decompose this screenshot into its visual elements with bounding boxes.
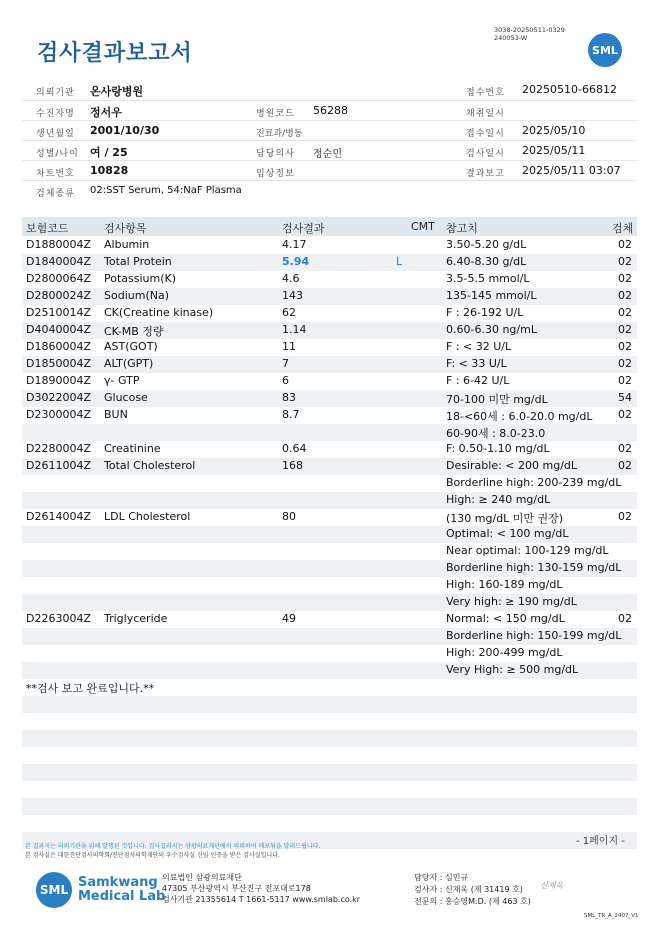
cell-reference: 60-90세 : 8.0-23.0	[446, 427, 546, 440]
value-receipt-no: 20250510-66812	[522, 83, 617, 96]
cell-result: 4.17	[282, 238, 307, 251]
label-report-time: 결과보고	[466, 169, 505, 179]
label-clinical-info: 임상정보	[256, 169, 295, 179]
cell-insurance-code: D3022004Z	[26, 391, 91, 404]
label-department: 진료과/병동	[256, 129, 303, 139]
label-patient-name: 수진자명	[36, 109, 75, 119]
cell-insurance-code: D2800024Z	[26, 289, 91, 302]
table-row	[22, 679, 637, 696]
cell-insurance-code: D1840004Z	[26, 255, 91, 268]
page-number: - 1페이지 -	[576, 836, 625, 847]
table-row	[22, 305, 637, 322]
value-patient-name: 정서우	[90, 106, 122, 119]
cell-test-item: ALT(GPT)	[104, 357, 154, 370]
label-chart-no: 차트번호	[36, 169, 75, 179]
brand-name	[78, 876, 165, 904]
results-table-header	[22, 217, 637, 236]
cell-insurance-code: D2300004Z	[26, 408, 91, 421]
cell-test-item: CK-MB 정량	[104, 325, 164, 338]
cell-reference: F : 26-192 U/L	[446, 306, 524, 319]
cell-reference: 70-100 미만 mg/dL	[446, 393, 548, 406]
footer-note: 본 결과지는 의뢰기관을 위해 발행된 것입니다. 검사결과지는 삼광의료재단에서 의뢰하여 배포됨을 알려드립니다.	[25, 843, 321, 850]
cell-specimen: 02	[618, 510, 632, 523]
cell-specimen: 02	[618, 255, 632, 268]
cell-test-item: Potassium(K)	[104, 272, 177, 285]
doc-id-line: 240053-W	[494, 34, 528, 42]
table-row	[22, 781, 637, 798]
value-receipt-date: 2025/05/10	[522, 124, 586, 137]
table-row	[22, 492, 637, 509]
page-title: 검사결과보고서	[37, 41, 193, 66]
table-row	[22, 560, 637, 577]
cell-reference: High: 160-189 mg/dL	[446, 578, 563, 591]
cell-specimen: 02	[618, 357, 632, 370]
label-receipt-no: 접수번호	[466, 88, 505, 98]
cell-test-item: Total Protein	[104, 255, 172, 268]
address-block	[162, 872, 360, 905]
value-chart-no: 10828	[90, 164, 129, 177]
address-line: 의료법인 삼광의료재단	[162, 873, 242, 882]
cell-reference: Borderline high: 150-199 mg/dL	[446, 629, 622, 642]
table-row	[22, 730, 637, 747]
footer-note: 본 검사실은 대한진단검사의학회/진단검사의학재단의 우수검사실 신임 인증을 받은 검사실입니다.	[25, 852, 280, 859]
info-row	[22, 100, 637, 121]
cell-result: 5.94	[282, 255, 310, 268]
brand-line: Medical Lab	[78, 889, 166, 904]
signer-line: 검사자 : 신재욱 (제 31419 호)	[414, 885, 523, 894]
cell-specimen: 02	[618, 340, 632, 353]
table-row	[22, 288, 637, 305]
cell-result: 83	[282, 391, 296, 404]
table-row	[22, 424, 637, 441]
cell-result: 62	[282, 306, 296, 319]
value-sex-age: 여 / 25	[90, 146, 128, 159]
cell-reference: F: < 33 U/L	[446, 357, 507, 370]
table-row	[22, 271, 637, 288]
cell-reference: Very High: ≥ 500 mg/dL	[446, 663, 579, 676]
label-test-date: 검사일시	[466, 149, 505, 159]
cell-reference: 3.50-5.20 g/dL	[446, 238, 527, 251]
table-row	[22, 526, 637, 543]
info-row	[22, 140, 637, 161]
sml-logo	[588, 33, 622, 67]
brand-line: Samkwang	[78, 875, 158, 890]
table-row	[22, 458, 637, 475]
label-sex-age: 성별/나이	[36, 149, 79, 159]
cell-insurance-code: D2611004Z	[26, 459, 91, 472]
cell-reference: Near optimal: 100-129 mg/dL	[446, 544, 609, 557]
cell-specimen: 54	[618, 391, 632, 404]
cell-reference: Desirable: < 200 mg/dL	[446, 459, 578, 472]
cell-insurance-code: D2280004Z	[26, 442, 91, 455]
table-row	[22, 356, 637, 373]
table-row	[22, 237, 637, 254]
table-row	[22, 747, 637, 764]
table-row	[22, 441, 637, 458]
cell-test-item: Total Cholesterol	[104, 459, 196, 472]
value-report-time: 2025/05/11 03:07	[522, 164, 621, 177]
table-row	[22, 509, 637, 526]
info-row	[22, 120, 637, 141]
cell-test-item: Glucose	[104, 391, 148, 404]
label-birth-date: 생년월일	[36, 129, 75, 139]
signature: 신재욱	[540, 881, 564, 890]
table-row	[22, 611, 637, 628]
cell-specimen: 02	[618, 442, 632, 455]
doc-id-line: 3038-20250511-0329	[494, 26, 565, 34]
cell-specimen: 02	[618, 306, 632, 319]
cell-insurance-code: **검사 보고 완료입니다.**	[26, 682, 155, 695]
table-row	[22, 594, 637, 611]
table-row	[22, 662, 637, 679]
table-row	[22, 577, 637, 594]
cell-specimen: 02	[618, 238, 632, 251]
value-physician: 정순민	[313, 149, 342, 160]
form-version: SML_TR_A_2407_V1	[584, 913, 639, 919]
cell-insurance-code: D1850004Z	[26, 357, 91, 370]
value-birth-date: 2001/10/30	[90, 124, 160, 137]
cell-insurance-code: D1860004Z	[26, 340, 91, 353]
cell-reference: 135-145 mmol/L	[446, 289, 537, 302]
cell-reference: F : 6-42 U/L	[446, 374, 510, 387]
info-row	[22, 80, 637, 100]
col-specimen: 검체	[612, 222, 634, 235]
cell-reference: Optimal: < 100 mg/dL	[446, 527, 569, 540]
cell-result: 6	[282, 374, 289, 387]
label-receipt-date: 접수일시	[466, 129, 505, 139]
value-test-date: 2025/05/11	[522, 144, 586, 157]
cell-specimen: 02	[618, 374, 632, 387]
table-row	[22, 407, 637, 424]
table-row	[22, 254, 637, 271]
cell-reference: Borderline high: 130-159 mg/dL	[446, 561, 622, 574]
cell-reference: Normal: < 150 mg/dL	[446, 612, 565, 625]
cell-result: 143	[282, 289, 303, 302]
logo-text: SML	[39, 883, 69, 897]
cell-test-item: BUN	[104, 408, 128, 421]
cell-test-item: Sodium(Na)	[104, 289, 169, 302]
cell-result: 4.6	[282, 272, 300, 285]
cell-insurance-code: D2614004Z	[26, 510, 91, 523]
cell-reference: Borderline high: 200-239 mg/dL	[446, 476, 622, 489]
cell-test-item: LDL Cholesterol	[104, 510, 191, 523]
col-insurance-code: 보험코드	[26, 222, 69, 235]
label-requesting-org: 의뢰기관	[36, 88, 75, 98]
cell-result: 80	[282, 510, 296, 523]
value-specimen-type: 02:SST Serum, 54:NaF Plasma	[90, 185, 242, 196]
cell-reference: High: ≥ 240 mg/dL	[446, 493, 551, 506]
table-row	[22, 713, 637, 730]
cell-result: 1.14	[282, 323, 307, 336]
cell-test-item: Albumin	[104, 238, 150, 251]
address-line: 검사기관 21355614 T 1661-5117 www.smlab.co.kr	[162, 895, 361, 904]
table-row	[22, 543, 637, 560]
cell-result: 168	[282, 459, 303, 472]
table-row	[22, 815, 637, 832]
sml-footer-logo	[36, 872, 72, 908]
cell-reference: 0.60-6.30 ng/mL	[446, 323, 537, 336]
cell-reference: F: 0.50-1.10 mg/dL	[446, 442, 550, 455]
cell-reference: 6.40-8.30 g/dL	[446, 255, 527, 268]
cell-result: 11	[282, 340, 296, 353]
value-hospital-code: 56288	[313, 104, 348, 117]
cell-test-item: Triglyceride	[104, 612, 168, 625]
cell-cmt: L	[396, 255, 403, 268]
signer-block	[414, 872, 531, 908]
info-row	[22, 180, 637, 201]
cell-specimen: 02	[618, 612, 632, 625]
table-row	[22, 696, 637, 713]
table-row	[22, 322, 637, 339]
cell-specimen: 02	[618, 323, 632, 336]
cell-insurance-code: D2510014Z	[26, 306, 91, 319]
label-physician: 담당의사	[256, 149, 295, 159]
table-row	[22, 628, 637, 645]
table-row	[22, 798, 637, 815]
table-row	[22, 645, 637, 662]
cell-test-item: Creatinine	[104, 442, 161, 455]
cell-test-item: γ- GTP	[104, 374, 140, 387]
cell-reference: Very high: ≥ 190 mg/dL	[446, 595, 577, 608]
document-id	[494, 26, 565, 42]
table-row	[22, 339, 637, 356]
cell-specimen: 02	[618, 289, 632, 302]
cell-reference: 18-<60세 : 6.0-20.0 mg/dL	[446, 410, 593, 423]
table-row	[22, 475, 637, 492]
cell-result: 7	[282, 357, 289, 370]
cell-specimen: 02	[618, 272, 632, 285]
col-test-item: 검사항목	[104, 222, 147, 235]
cell-reference: 3.5-5.5 mmol/L	[446, 272, 530, 285]
cell-insurance-code: D4040004Z	[26, 323, 91, 336]
signer-line: 담당자 : 심민규	[414, 873, 469, 882]
col-reference: 참고치	[446, 222, 478, 235]
cell-reference: F : < 32 U/L	[446, 340, 512, 353]
label-specimen-type: 검체종류	[36, 189, 75, 199]
cell-reference: High: 200-499 mg/dL	[446, 646, 563, 659]
cell-insurance-code: D1890004Z	[26, 374, 91, 387]
cell-specimen: 02	[618, 408, 632, 421]
cell-result: 8.7	[282, 408, 300, 421]
label-hospital-code: 병원코드	[256, 109, 295, 119]
signer-line: 전문의 : 홍승영M.D. (제 463 호)	[414, 897, 531, 906]
cell-insurance-code: D1880004Z	[26, 238, 91, 251]
cell-reference: (130 mg/dL 미만 권장)	[446, 512, 564, 525]
table-row	[22, 764, 637, 781]
table-row	[22, 373, 637, 390]
value-requesting-org: 온사랑병원	[90, 85, 144, 98]
col-result: 검사결과	[282, 222, 325, 235]
cell-specimen: 02	[618, 459, 632, 472]
cell-test-item: AST(GOT)	[104, 340, 158, 353]
cell-result: 0.64	[282, 442, 307, 455]
cell-insurance-code: D2263004Z	[26, 612, 91, 625]
address-line: 47305 부산광역시 부산진구 전포대로178	[162, 884, 311, 893]
cell-test-item: CK(Creatine kinase)	[104, 306, 214, 319]
cell-result: 49	[282, 612, 296, 625]
cell-insurance-code: D2800064Z	[26, 272, 91, 285]
info-row	[22, 160, 637, 181]
table-row	[22, 390, 637, 407]
label-collection-date: 채취일시	[466, 109, 505, 119]
col-cmt: CMT	[411, 220, 435, 233]
logo-text: SML	[592, 43, 618, 57]
